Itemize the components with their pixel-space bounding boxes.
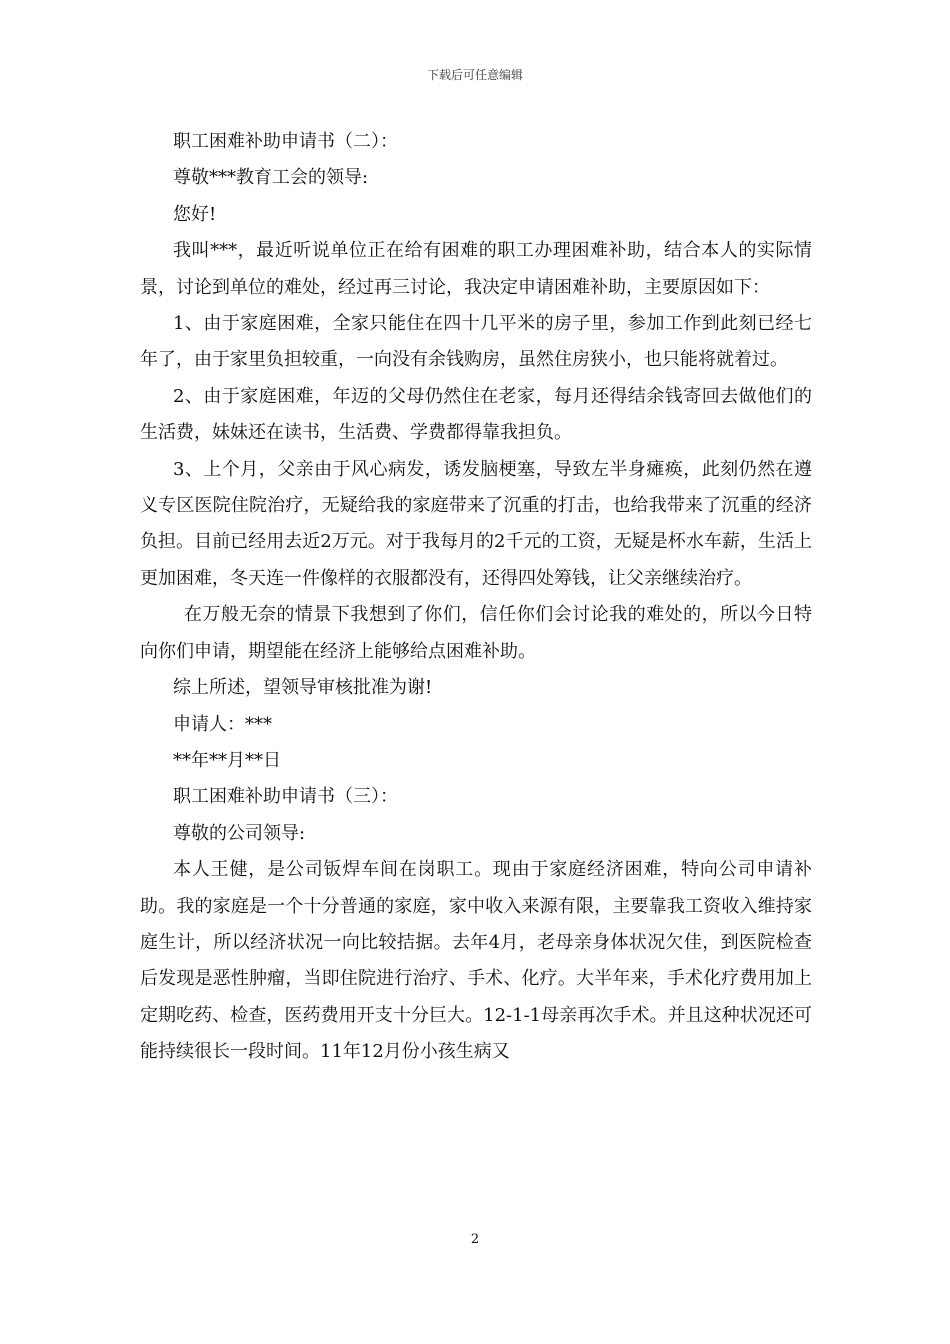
document-body	[140, 124, 812, 1071]
greeting: 您好!	[173, 203, 217, 225]
salutation: 尊敬***教育工会的领导:	[173, 167, 369, 189]
section-title-2: 职工困难补助申请书（二）：	[173, 131, 398, 152]
closing-line: 综上所述，望领导审核批准为谢!	[173, 677, 433, 699]
salutation: 尊敬的公司领导:	[173, 822, 306, 844]
body-paragraph: 3、上个月，父亲由于风心病发，诱发脑梗塞，导致左半身瘫痪，此刻仍然在遵义专区医院住院治疗，无疑给我的家庭带来了沉重的打击，也给我带来了沉重的经济负担。目前已经用去近2万元。对于我每月的2千元的工资，无疑是杯水车薪，生活上更加困难，冬天连一件像样的衣服都没有，还得四处筹钱，让父亲继续治疗。	[140, 458, 812, 589]
section-title-3: 职工困难补助申请书（三）：	[173, 786, 398, 808]
date-line: **年**月**日	[173, 749, 281, 771]
page-number: 2	[470, 1232, 480, 1247]
body-paragraph: 我叫***，最近听说单位正在给有困难的职工办理困难补助，结合本人的实际情景，讨论到单位的难处，经过再三讨论，我决定申请困难补助，主要原因如下：	[140, 240, 812, 298]
body-paragraph: 本人王健，是公司钣焊车间在岗职工。现由于家庭经济困难，特向公司申请补助。我的家庭是一个十分普通的家庭，家中收入来源有限，主要靠我工资收入维持家庭生计，所以经济状况一向比较拮据。去年4月，老母亲身体状况欠佳，到医院检查后发现是恶性肿瘤，当即住院进行治疗、手术、化疗。大半年来，手术化疗费用加上定期吃药、检查，医药费用开支十分巨大。12-1-1母亲再次手术。并且这种状况还可能持续很长一段时间。11年12月份小孩生病又	[140, 859, 812, 1063]
page-header: 下载后可任意编辑	[426, 68, 523, 82]
applicant-line: 申请人：***	[173, 713, 272, 735]
body-paragraph: 2、由于家庭困难，年迈的父母仍然住在老家，每月还得结余钱寄回去做他们的生活费，妹妹还在读书，生活费、学费都得靠我担负。	[140, 385, 812, 444]
body-paragraph: 在万般无奈的情景下我想到了你们，信任你们会讨论我的难处的，所以今日特向你们申请，期望能在经济上能够给点困难补助。	[140, 604, 812, 662]
body-paragraph: 1、由于家庭困难，全家只能住在四十几平米的房子里，参加工作到此刻已经七年了，由于家里负担较重，一向没有余钱购房，虽然住房狭小，也只能将就着过。	[140, 313, 812, 371]
